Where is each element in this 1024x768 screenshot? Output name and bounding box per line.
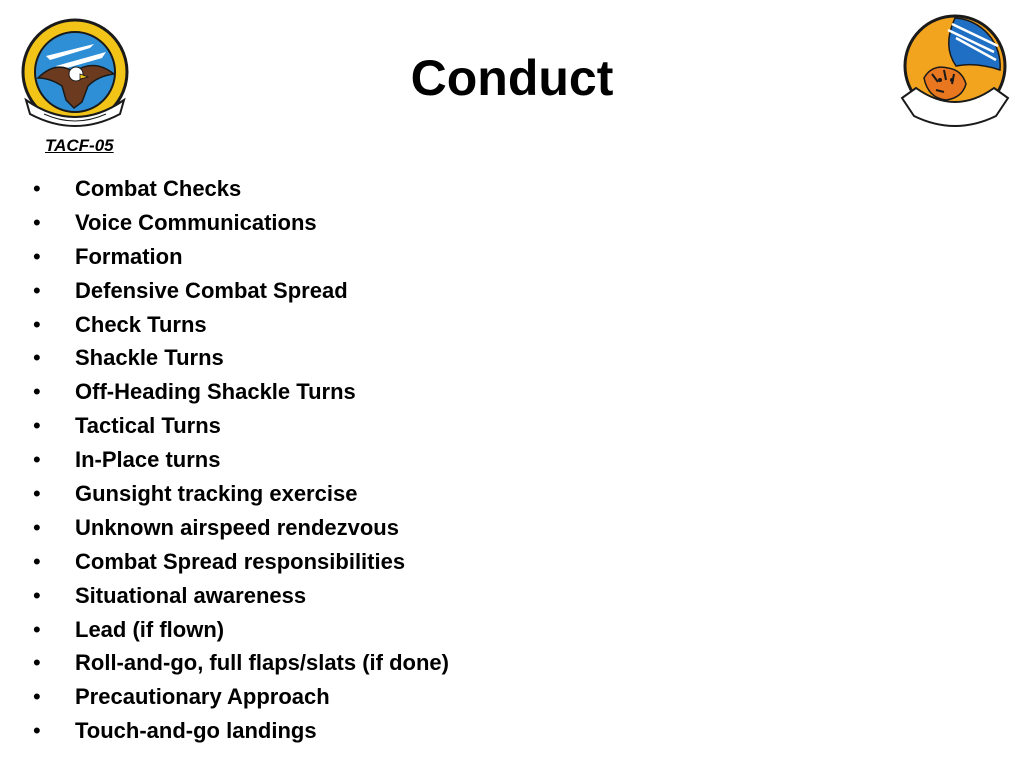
bullet-icon: •: [33, 176, 41, 201]
list-item-text: Unknown airspeed rendezvous: [75, 514, 399, 540]
bullet-icon: •: [33, 582, 41, 608]
list-item-text: Lead (if flown): [75, 616, 225, 642]
bullet-icon: •: [33, 379, 41, 405]
bullet-icon: •: [33, 209, 41, 235]
bullet-icon: •: [33, 548, 41, 574]
bullet-icon: •: [33, 718, 41, 744]
list-item-text: Roll-and-go, full flaps/slats (if done): [75, 650, 449, 676]
page-title: Conduct: [410, 50, 614, 106]
bullet-icon: •: [33, 481, 41, 507]
bullet-icon: •: [33, 243, 41, 269]
bullet-icon: •: [33, 447, 41, 473]
list-item-text: Gunsight tracking exercise: [75, 481, 358, 507]
list-item-text: Off-Heading Shackle Turns: [75, 379, 356, 405]
bullet-icon: •: [33, 311, 41, 337]
bullet-icon: •: [33, 277, 41, 303]
list-item-text: Defensive Combat Spread: [75, 277, 348, 303]
list-item-text: In-Place turns: [75, 447, 221, 473]
list-item-text: Touch-and-go landings: [75, 718, 317, 744]
bullet-icon: •: [33, 684, 41, 710]
bullet-icon: •: [33, 345, 41, 371]
list-item-text: Combat Spread responsibilities: [75, 548, 406, 574]
bullet-icon: •: [33, 650, 41, 676]
list-item-text: Combat Checks: [75, 176, 242, 201]
list-item-text: Situational awareness: [75, 582, 307, 608]
list-item-text: Formation: [75, 243, 183, 269]
bullet-icon: •: [33, 413, 41, 439]
list-item-text: Tactical Turns: [75, 413, 221, 439]
list-item-text: Shackle Turns: [75, 345, 224, 371]
list-item-text: Check Turns: [75, 311, 207, 337]
bullet-icon: •: [33, 616, 41, 642]
course-code: TACF-05: [45, 136, 114, 155]
list-item-text: Voice Communications: [75, 209, 317, 235]
list-item-text: Precautionary Approach: [75, 684, 330, 710]
bullet-icon: •: [33, 514, 41, 540]
